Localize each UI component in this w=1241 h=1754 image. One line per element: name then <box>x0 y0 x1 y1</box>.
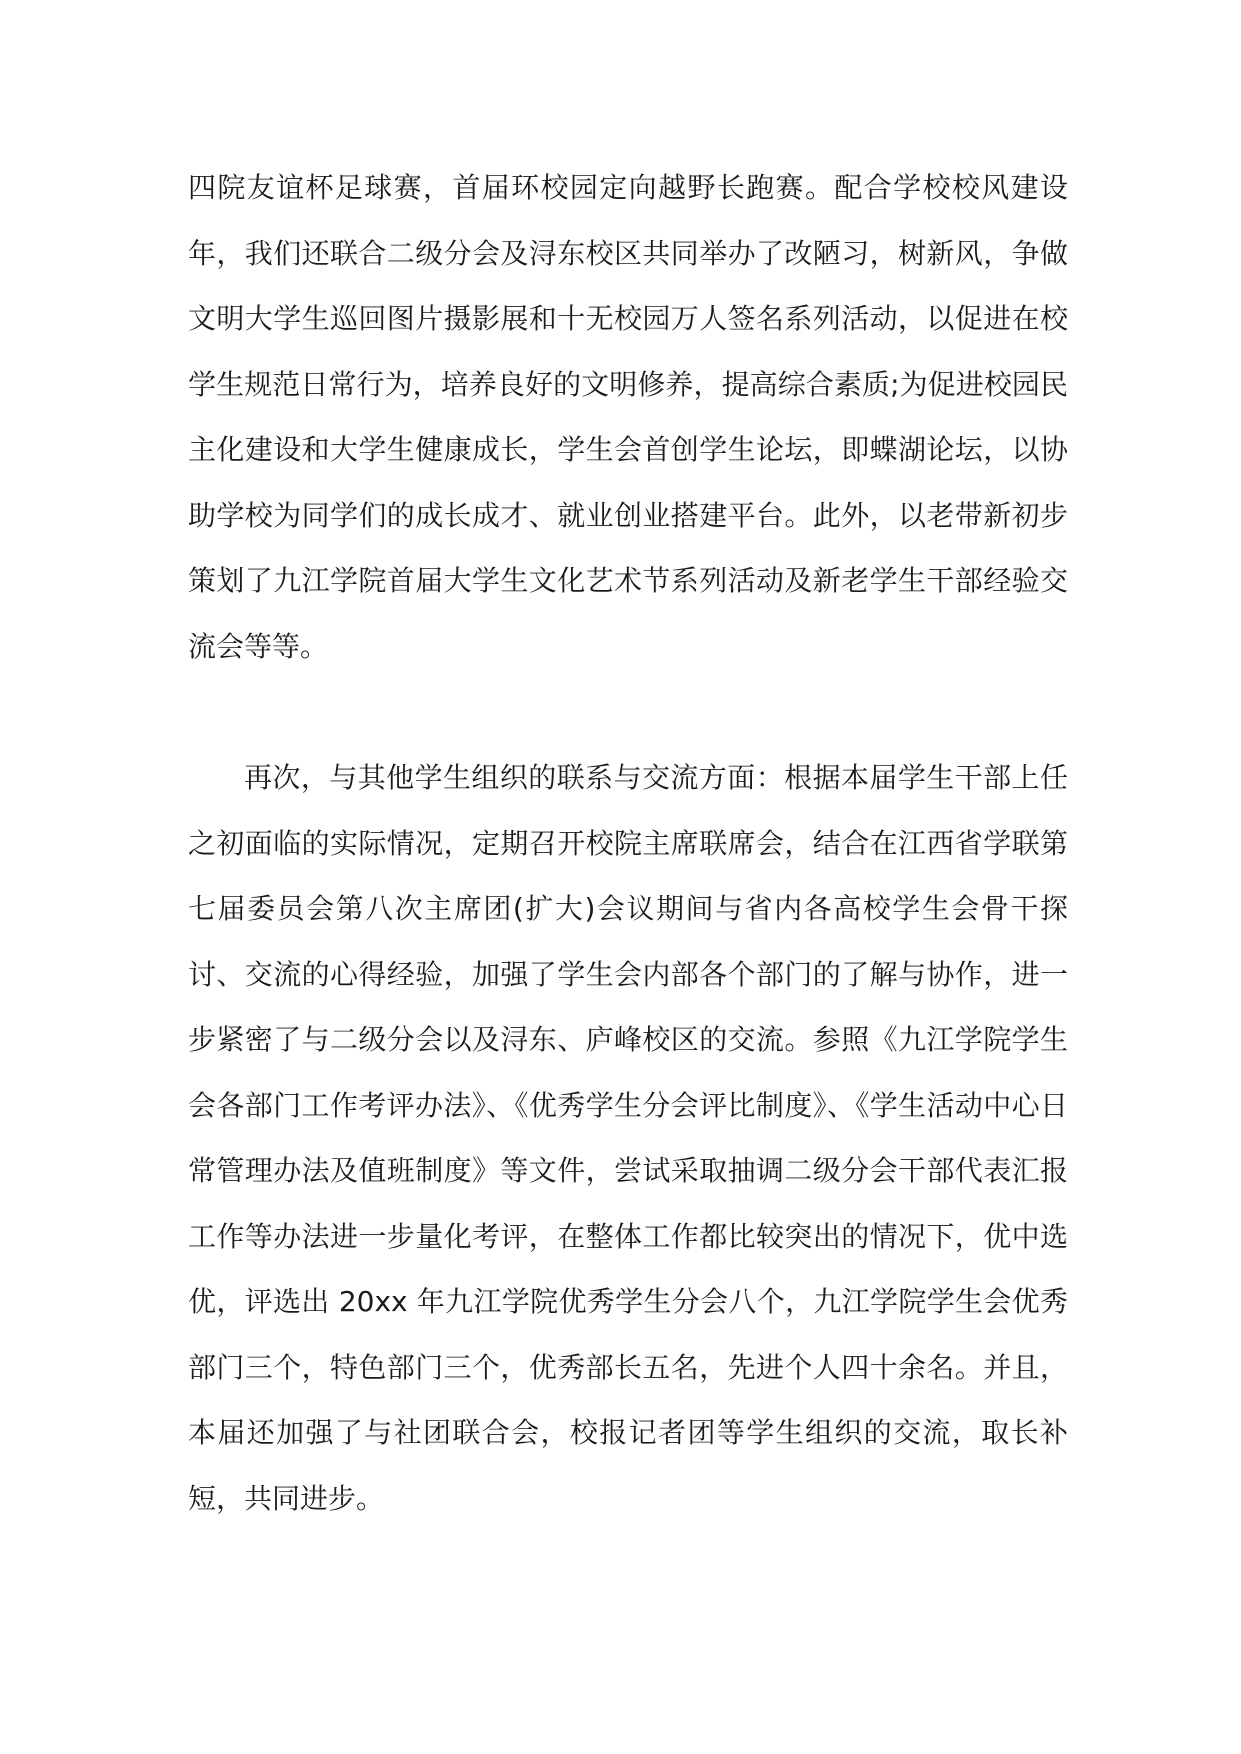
document-body <box>188 155 1068 1531</box>
paragraph-organization-exchange: 再次，与其他学生组织的联系与交流方面：根据本届学生干部上任之初面临的实际情况，定期召开校院主席联席会，结合在江西省学联第七届委员会第八次主席团(扩大)会议期间与省内各高校学生会骨干探讨、交流的心得经验，加强了学生会内部各个部门的了解与协作，进一步紧密了与二级分会以及浔东、庐峰校区的交流。参照《九江学院学生会各部门工作考评办法》、《优秀学生分会评比制度》、《学生活动中心日常管理办法及值班制度》等文件，尝试采取抽调二级分会干部代表汇报工作等办法进一步量化考评，在整体工作都比较突出的情况下，优中选优，评选出 20xx 年九江学院优秀学生分会八个，九江学院学生会优秀部门三个，特色部门三个，优秀部长五名，先进个人四十余名。并且，本届还加强了与社团联合会，校报记者团等学生组织的交流，取长补短，共同进步。 <box>188 761 1068 1515</box>
paragraph-activities: 四院友谊杯足球赛，首届环校园定向越野长跑赛。配合学校校风建设年，我们还联合二级分会及浔东校区共同举办了改陋习，树新风，争做文明大学生巡回图片摄影展和十无校园万人签名系列活动，以促进在校学生规范日常行为，培养良好的文明修养，提高综合素质;为促进校园民主化建设和大学生健康成长，学生会首创学生论坛，即蝶湖论坛，以协助学校为同学们的成长成才、就业创业搭建平台。此外，以老带新初步策划了九江学院首届大学生文化艺术节系列活动及新老学生干部经验交流会等等。 <box>188 171 1068 663</box>
